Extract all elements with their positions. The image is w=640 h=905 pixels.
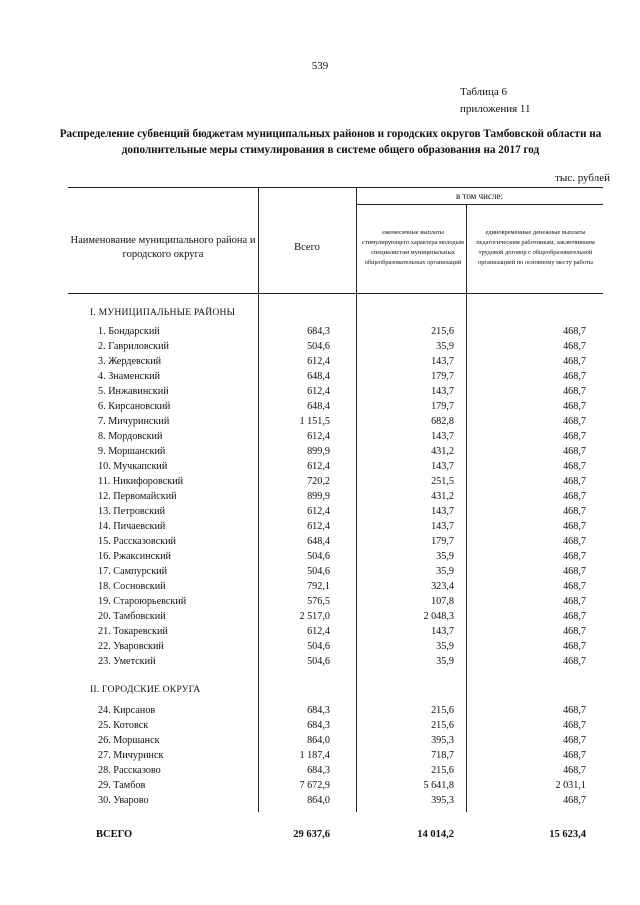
total-value: 684,3 — [307, 765, 330, 776]
table-row — [68, 354, 603, 369]
totals-row — [68, 827, 603, 842]
table-row — [68, 609, 603, 624]
onetime-value: 468,7 — [563, 596, 586, 607]
onetime-value: 468,7 — [563, 705, 586, 716]
table-number: Таблица 6 — [460, 86, 508, 98]
total-value: 612,4 — [307, 386, 330, 397]
table-row — [68, 763, 603, 778]
monthly-value: 143,7 — [431, 506, 454, 517]
page-number: 539 — [311, 60, 329, 72]
total-value: 899,9 — [307, 446, 330, 457]
totals-monthly-value: 14 014,2 — [417, 829, 454, 840]
table-row — [68, 414, 603, 429]
onetime-value: 468,7 — [563, 356, 586, 367]
district-name: 16. Ржаксинский — [98, 551, 172, 562]
city-name: 27. Мичуринск — [98, 750, 164, 761]
city-name: 30. Уварово — [98, 795, 149, 806]
district-name: 18. Сосновский — [98, 581, 166, 592]
district-name: 20. Тамбовский — [98, 611, 166, 622]
total-value: 684,3 — [307, 705, 330, 716]
total-value: 864,0 — [307, 735, 330, 746]
table-row — [68, 474, 603, 489]
monthly-value: 179,7 — [431, 371, 454, 382]
total-value: 612,4 — [307, 506, 330, 517]
onetime-value: 468,7 — [563, 735, 586, 746]
table-top-border — [68, 187, 603, 188]
monthly-value: 143,7 — [431, 626, 454, 637]
district-name: 5. Инжавинский — [98, 386, 169, 397]
onetime-value: 468,7 — [563, 431, 586, 442]
onetime-value: 468,7 — [563, 326, 586, 337]
table-row — [68, 639, 603, 654]
total-value: 684,3 — [307, 326, 330, 337]
onetime-value: 468,7 — [563, 536, 586, 547]
monthly-value: 179,7 — [431, 401, 454, 412]
total-value: 504,6 — [307, 551, 330, 562]
onetime-value: 468,7 — [563, 461, 586, 472]
monthly-value: 431,2 — [431, 491, 454, 502]
monthly-value: 35,9 — [436, 341, 454, 352]
table-row — [68, 384, 603, 399]
total-value: 684,3 — [307, 720, 330, 731]
monthly-value: 35,9 — [436, 656, 454, 667]
monthly-value: 143,7 — [431, 386, 454, 397]
table-row — [68, 399, 603, 414]
onetime-value: 468,7 — [563, 491, 586, 502]
table-row — [68, 748, 603, 763]
monthly-value: 5 641,8 — [423, 780, 454, 791]
monthly-value: 143,7 — [431, 461, 454, 472]
monthly-value: 431,2 — [431, 446, 454, 457]
header-bottom-border — [68, 293, 603, 294]
onetime-value: 468,7 — [563, 795, 586, 806]
onetime-value: 468,7 — [563, 341, 586, 352]
section-heading-districts: I. МУНИЦИПАЛЬНЫЕ РАЙОНЫ — [90, 307, 236, 318]
onetime-value: 468,7 — [563, 626, 586, 637]
monthly-value: 323,4 — [431, 581, 454, 592]
district-name: 6. Кирсановский — [98, 401, 171, 412]
city-name: 26. Моршанск — [98, 735, 160, 746]
monthly-value: 2 048,3 — [423, 611, 454, 622]
onetime-value: 468,7 — [563, 521, 586, 532]
table-row — [68, 793, 603, 808]
header-name: Наименование муниципального района и городского округа — [70, 234, 256, 260]
onetime-value: 468,7 — [563, 506, 586, 517]
monthly-value: 143,7 — [431, 521, 454, 532]
table-row — [68, 594, 603, 609]
district-name: 2. Гавриловский — [98, 341, 170, 352]
header-onetime-payments: единовременные денежные выплаты педагогическим работникам, заключившим трудовой договор с общеобразовательной организацией по основному месту работы — [476, 228, 595, 267]
header-including: в том числе: — [456, 191, 503, 201]
totals-label: ВСЕГО — [96, 829, 133, 840]
totals-onetime-value: 15 623,4 — [549, 829, 586, 840]
table-row — [68, 778, 603, 793]
city-name: 24. Кирсанов — [98, 705, 156, 716]
onetime-value: 468,7 — [563, 446, 586, 457]
monthly-value: 395,3 — [431, 795, 454, 806]
table-row — [68, 369, 603, 384]
district-name: 13. Петровский — [98, 506, 166, 517]
total-value: 504,6 — [307, 341, 330, 352]
table-row — [68, 718, 603, 733]
appendix-number: приложения 11 — [460, 103, 531, 115]
total-value: 1 187,4 — [299, 750, 330, 761]
monthly-value: 143,7 — [431, 431, 454, 442]
total-value: 899,9 — [307, 491, 330, 502]
table-row — [68, 624, 603, 639]
district-name: 12. Первомайский — [98, 491, 177, 502]
total-value: 864,0 — [307, 795, 330, 806]
district-name: 8. Мордовский — [98, 431, 163, 442]
monthly-value: 215,6 — [431, 705, 454, 716]
document-title: Распределение субвенций бюджетам муниципальных районов и городских округов Тамбовской области на дополнительные меры стимулирования в системе общего образования на 2017 год — [59, 128, 602, 156]
onetime-value: 468,7 — [563, 765, 586, 776]
total-value: 2 517,0 — [299, 611, 330, 622]
monthly-value: 143,7 — [431, 356, 454, 367]
table-row — [68, 549, 603, 564]
district-name: 9. Моршанский — [98, 446, 166, 457]
table-row — [68, 519, 603, 534]
total-value: 648,4 — [307, 401, 330, 412]
header-total: Всего — [294, 242, 320, 253]
table-row — [68, 733, 603, 748]
district-name: 17. Сампурский — [98, 566, 168, 577]
onetime-value: 468,7 — [563, 720, 586, 731]
district-name: 21. Токаревский — [98, 626, 168, 637]
monthly-value: 682,8 — [431, 416, 454, 427]
total-value: 1 151,5 — [299, 416, 330, 427]
city-name: 29. Тамбов — [98, 780, 146, 791]
total-value: 612,4 — [307, 356, 330, 367]
onetime-value: 468,7 — [563, 641, 586, 652]
onetime-value: 468,7 — [563, 581, 586, 592]
table-row — [68, 429, 603, 444]
city-name: 28. Рассказово — [98, 765, 161, 776]
total-value: 576,5 — [307, 596, 330, 607]
monthly-value: 718,7 — [431, 750, 454, 761]
district-name: 23. Уметский — [98, 656, 156, 667]
table-row — [68, 339, 603, 354]
district-name: 11. Никифоровский — [98, 476, 184, 487]
monthly-value: 107,8 — [431, 596, 454, 607]
table-reference — [460, 84, 531, 118]
onetime-value: 468,7 — [563, 551, 586, 562]
total-value: 612,4 — [307, 626, 330, 637]
total-value: 792,1 — [307, 581, 330, 592]
total-value: 504,6 — [307, 641, 330, 652]
district-name: 7. Мичуринский — [98, 416, 170, 427]
onetime-value: 468,7 — [563, 566, 586, 577]
totals-total-value: 29 637,6 — [293, 829, 330, 840]
onetime-value: 468,7 — [563, 371, 586, 382]
table-row — [68, 579, 603, 594]
table-row — [68, 444, 603, 459]
total-value: 612,4 — [307, 461, 330, 472]
subheader-divider — [356, 204, 603, 205]
onetime-value: 468,7 — [563, 750, 586, 761]
onetime-value: 468,7 — [563, 386, 586, 397]
district-name: 3. Жердевский — [98, 356, 162, 367]
table-row — [68, 504, 603, 519]
district-name: 14. Пичаевский — [98, 521, 166, 532]
district-name: 22. Уваровский — [98, 641, 164, 652]
monthly-value: 35,9 — [436, 551, 454, 562]
total-value: 648,4 — [307, 371, 330, 382]
monthly-value: 215,6 — [431, 326, 454, 337]
onetime-value: 2 031,1 — [555, 780, 586, 791]
onetime-value: 468,7 — [563, 611, 586, 622]
onetime-value: 468,7 — [563, 416, 586, 427]
total-value: 504,6 — [307, 656, 330, 667]
monthly-value: 35,9 — [436, 641, 454, 652]
monthly-value: 215,6 — [431, 720, 454, 731]
district-name: 1. Бондарский — [98, 326, 160, 337]
city-name: 25. Котовск — [98, 720, 149, 731]
monthly-value: 35,9 — [436, 566, 454, 577]
district-name: 10. Мучкапский — [98, 461, 168, 472]
total-value: 612,4 — [307, 431, 330, 442]
district-name: 19. Староюрьевский — [98, 596, 187, 607]
onetime-value: 468,7 — [563, 401, 586, 412]
onetime-value: 468,7 — [563, 656, 586, 667]
total-value: 7 672,9 — [299, 780, 330, 791]
section-heading-cities: II. ГОРОДСКИЕ ОКРУГА — [90, 684, 201, 695]
table-row — [68, 564, 603, 579]
district-name: 4. Знаменский — [98, 371, 161, 382]
units-label: тыс. рублей — [555, 172, 610, 184]
subsidy-table — [68, 187, 603, 847]
monthly-value: 395,3 — [431, 735, 454, 746]
monthly-value: 179,7 — [431, 536, 454, 547]
total-value: 612,4 — [307, 521, 330, 532]
table-row — [68, 703, 603, 718]
table-row — [68, 654, 603, 669]
district-name: 15. Рассказовский — [98, 536, 177, 547]
header-monthly-payments: ежемесячные выплаты стимулирующего характера молодым специалистам муниципальных общеобразовательных организаций — [362, 228, 464, 267]
table-row — [68, 489, 603, 504]
onetime-value: 468,7 — [563, 476, 586, 487]
table-row — [68, 534, 603, 549]
total-value: 720,2 — [307, 476, 330, 487]
table-row — [68, 459, 603, 474]
total-value: 504,6 — [307, 566, 330, 577]
monthly-value: 251,5 — [431, 476, 454, 487]
monthly-value: 215,6 — [431, 765, 454, 776]
total-value: 648,4 — [307, 536, 330, 547]
table-row — [68, 324, 603, 339]
